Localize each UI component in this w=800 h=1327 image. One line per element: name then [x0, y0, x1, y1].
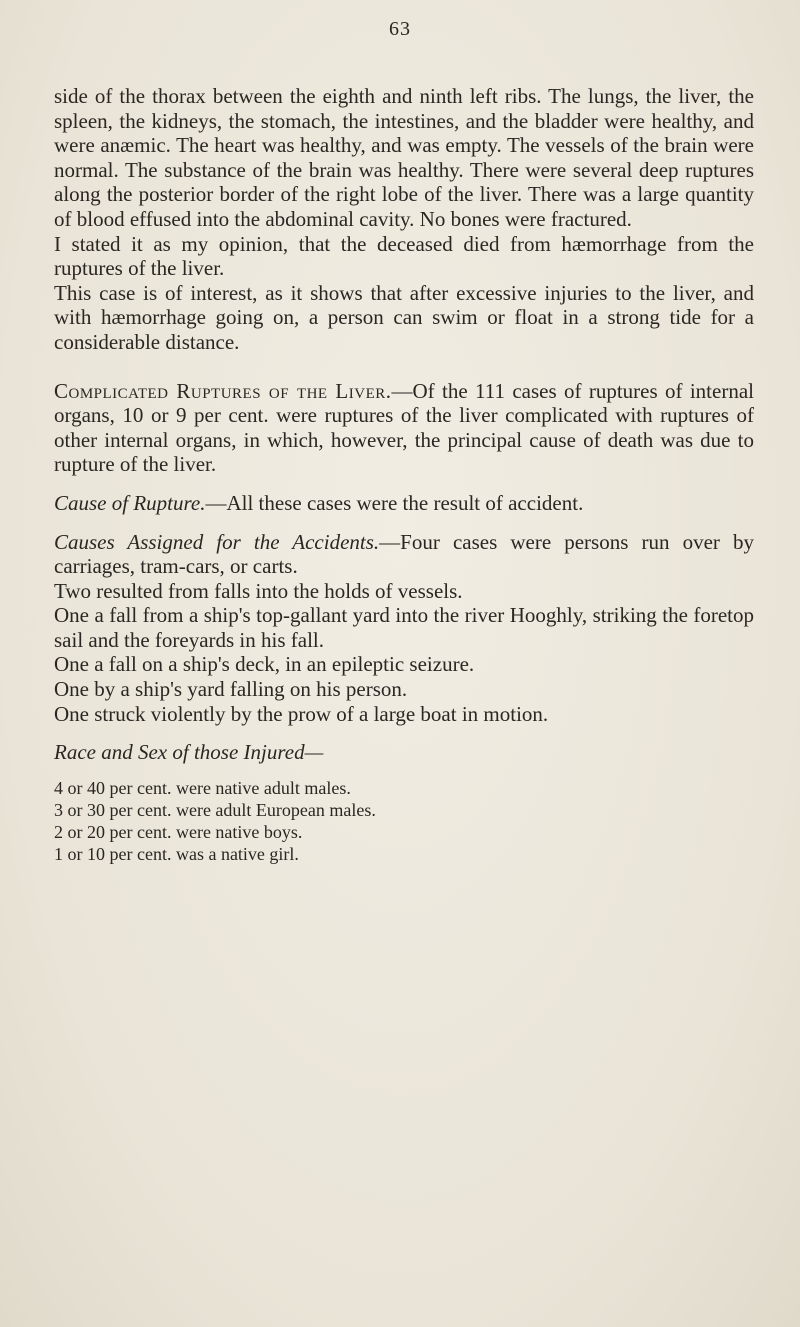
section-heading-race-sex: Race and Sex of those Injured—	[54, 740, 324, 765]
list-item: 4 or 40 per cent. were native adult males.	[54, 777, 351, 798]
paragraph: Two resulted from falls into the holds of vessels.	[54, 578, 463, 603]
paragraph: I stated it as my opinion, that the deceased died from hæmorrhage from the ruptures of the liver.	[54, 231, 754, 281]
section-heading: Causes Assigned for the Accidents.	[54, 529, 380, 554]
paragraph: One by a ship's yard falling on his person.	[54, 677, 408, 702]
list-item: 1 or 10 per cent. was a native girl.	[54, 843, 299, 864]
list-item: 3 or 30 per cent. were adult European males.	[54, 799, 376, 820]
section-body: —All these cases were the result of accident.	[205, 490, 584, 515]
paragraph: side of the thorax between the eighth and ninth left ribs. The lungs, the liver, the spleen, the kidneys, the stomach, the intestines, and the bladder were healthy, and were anæmic. The heart was healthy, and was empty. The vessels of the brain were normal. The substance of the brain was healthy. There were several deep ruptures along the posterior border of the right lobe of the liver. There was a large quantity of blood effused into the abdominal cavity. No bones were fractured.	[54, 84, 754, 231]
body-text	[54, 84, 754, 865]
paragraph: One a fall on a ship's deck, in an epileptic seizure.	[54, 652, 475, 677]
section-cause-of-rupture	[54, 491, 754, 516]
paragraph: One struck violently by the prow of a large boat in motion.	[54, 701, 549, 726]
section-heading: Cause of Rupture.	[54, 490, 206, 515]
list-item: 2 or 20 per cent. were native boys.	[54, 821, 303, 842]
page-number: 63	[389, 18, 411, 40]
section-complicated-ruptures	[54, 379, 754, 477]
section-heading: Complicated Ruptures of the Liver.	[54, 378, 392, 403]
section-causes-assigned	[54, 530, 754, 579]
section-body: —Of the 111 cases of ruptures of internal organs, 10 or 9 per cent. were ruptures of the liver complicated with ruptures of other internal organs, in which, however, the principal cause of death was due to rupture of the liver.	[54, 378, 754, 477]
paragraph: One a fall from a ship's top-gallant yard into the river Hooghly, striking the foretop sail and the foreyards in his fall.	[54, 603, 754, 652]
race-sex-list	[54, 777, 754, 865]
section-body: —Four cases were persons run over by carriages, tram-cars, or carts.	[54, 529, 754, 579]
paragraph: This case is of interest, as it shows that after excessive injuries to the liver, and with hæmorrhage going on, a person can swim or float in a strong tide for a considerable distance.	[54, 280, 754, 354]
